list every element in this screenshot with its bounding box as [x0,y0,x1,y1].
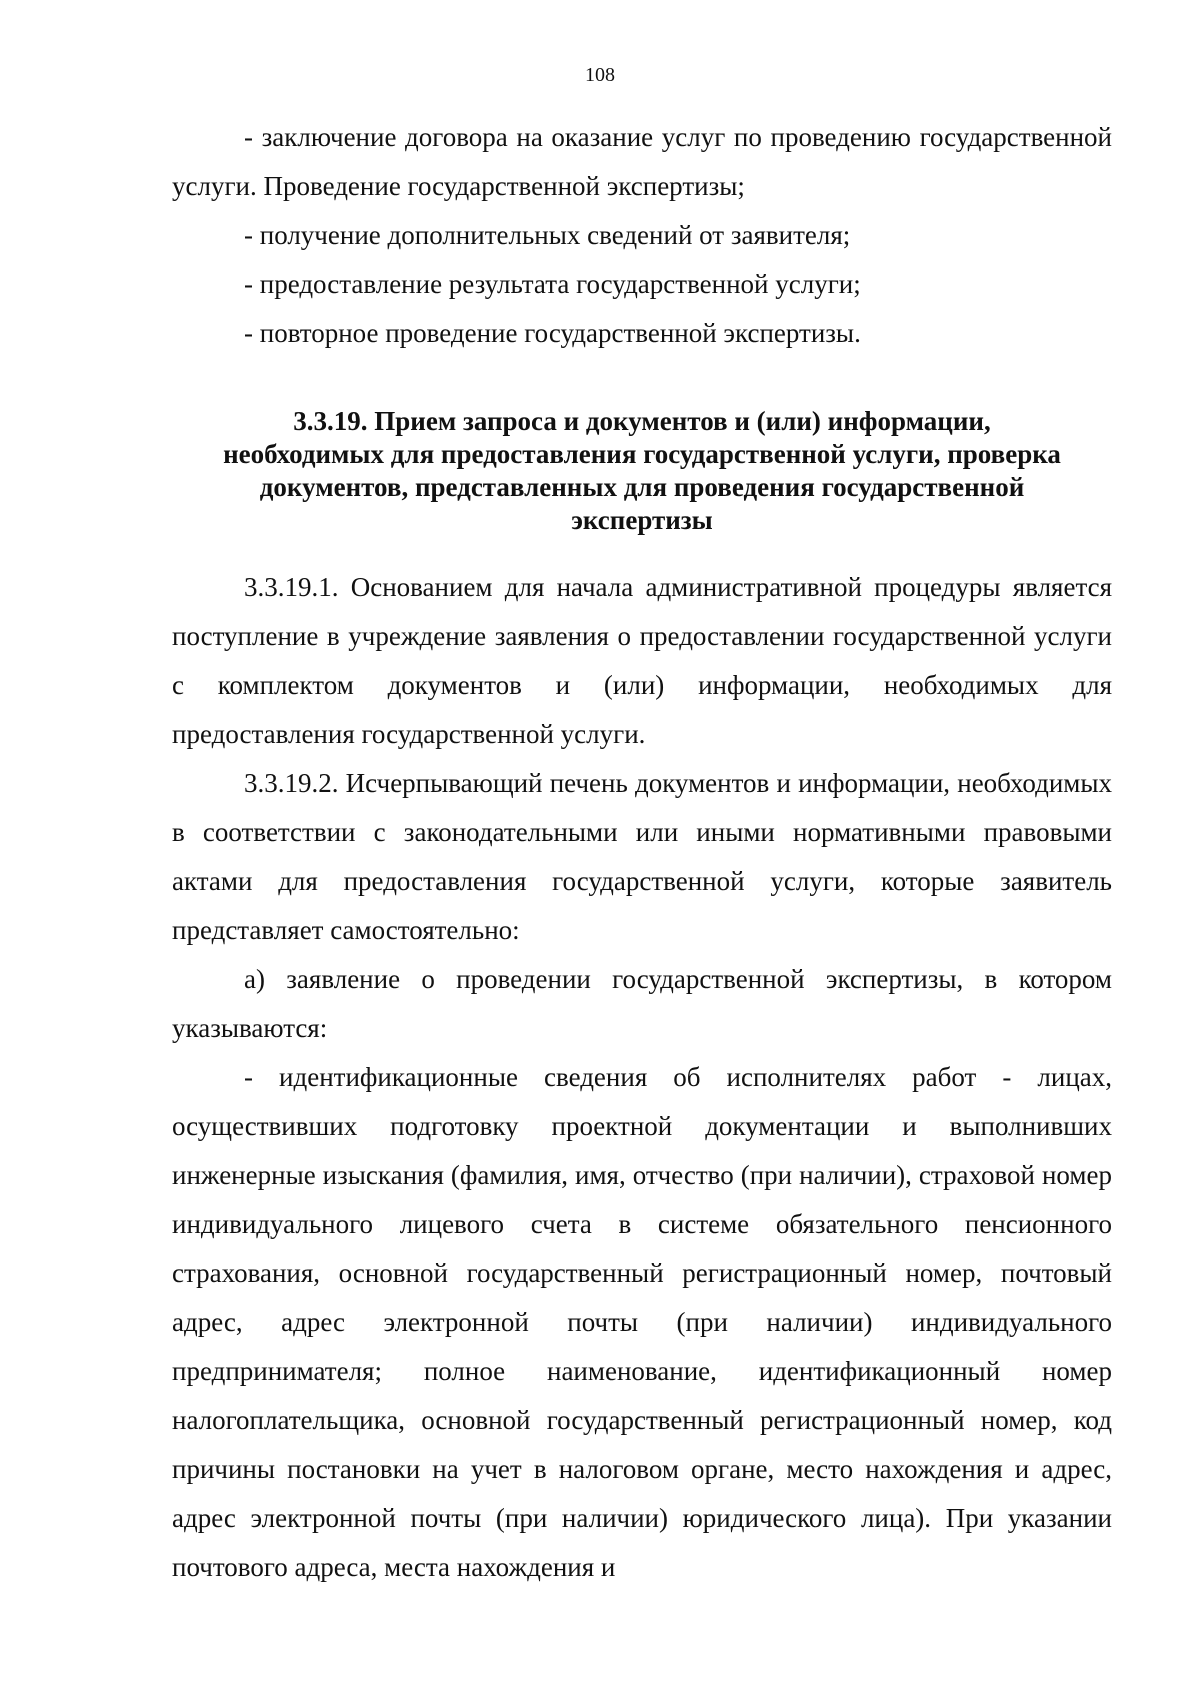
paragraph-3-3-19-1: 3.3.19.1. Основанием для начала административной процедуры является поступление в учреждение заявления о предоставлении государственной услуги с комплектом документов и (или) информации, необходимых для предоставления государственной услуги. [172,572,1112,749]
list-item-repeat-expertise: - повторное проведение государственной экспертизы. [244,318,861,348]
list-item-contract: - заключение договора на оказание услуг по проведению государственной услуги. Проведение государственной экспертизы; [172,122,1112,201]
paragraph-item-a: а) заявление о проведении государственной экспертизы, в котором указываются: [172,964,1112,1043]
section-heading-line: 3.3.19. Прием запроса и документов и (или) информации, [293,406,991,436]
list-item-result: - предоставление результата государственной услуги; [244,269,861,299]
page-number: 108 [585,64,615,86]
section-heading-line: необходимых для предоставления государственной услуги, проверка [223,439,1061,469]
list-item-additional-info: - получение дополнительных сведений от заявителя; [244,220,851,250]
paragraph-3-3-19-2: 3.3.19.2. Исчерпывающий печень документов и информации, необходимых в соответствии с законодательными или иными нормативными правовыми актами для предоставления государственной услуги, которые заявитель представляет самостоятельно: [172,768,1112,945]
page-content [172,113,1112,1592]
section-heading-line: экспертизы [571,505,713,535]
paragraph-identification-info: - идентификационные сведения об исполнителях работ - лицах, осуществивших подготовку проектной документации и выполнивших инженерные изыскания (фамилия, имя, отчество (при наличии), страховой номер индивидуального лицевого счета в системе обязательного пенсионного страхования, основной государственный регистрационный номер, почтовый адрес, адрес электронной почты (при наличии) индивидуального предпринимателя; полное наименование, идентификационный номер налогоплательщика, основной государственный регистрационный номер, код причины постановки на учет в налоговом органе, место нахождения и адрес, адрес электронной почты (при наличии) юридического лица). При указании почтового адреса, места нахождения и [172,1062,1112,1582]
section-heading [172,405,1112,537]
section-heading-line: документов, представленных для проведения государственной [259,472,1025,502]
